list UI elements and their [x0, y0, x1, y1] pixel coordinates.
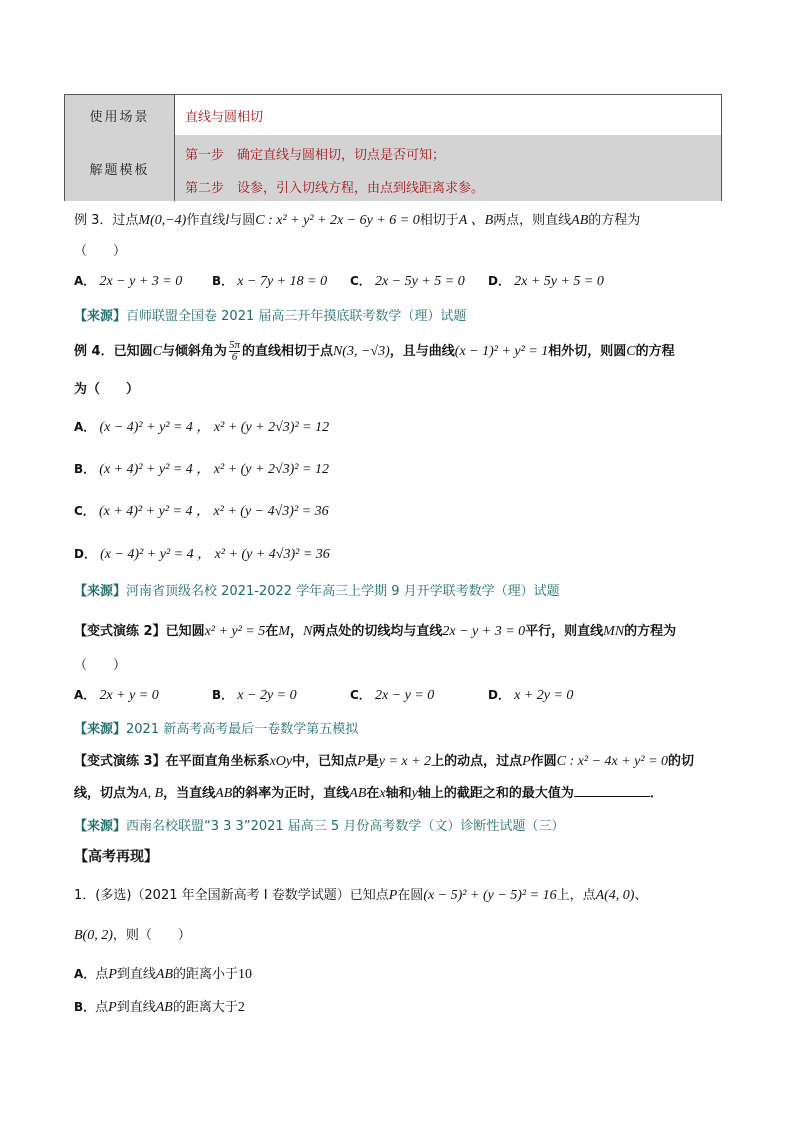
source-text: 百师联盟全国卷 2021 届高三开年摸底联考数学（理）试题 — [126, 309, 467, 324]
text: 的切 — [668, 754, 695, 769]
text: 的方程为 — [624, 624, 677, 639]
example-3-stem — [74, 209, 640, 229]
text: 点 — [95, 1000, 109, 1015]
question-1-line-2 — [74, 924, 191, 944]
text: 在 — [265, 624, 279, 639]
option-letter: A． — [74, 967, 96, 981]
answer-paren: （ ） — [74, 658, 127, 673]
row-label-scenario: 使用场景 — [65, 95, 175, 135]
math: C : x² − 4x + y² = 0 — [556, 754, 669, 769]
text: 相切于 — [419, 213, 459, 228]
text: 的斜率为正时，直线 — [232, 786, 350, 801]
text: 的直线相切于点 — [241, 344, 333, 359]
math: 2x − y + 3 = 0 — [442, 624, 526, 639]
option-text: 2x − 5y + 5 = 0 — [374, 274, 465, 289]
text: ． — [649, 786, 663, 801]
math: x — [379, 786, 386, 801]
fraction-numerator: 5π — [228, 339, 240, 351]
source-bracket: 【来源】 — [74, 819, 127, 834]
text: ，当直线 — [163, 786, 216, 801]
source-text: 西南名校联盟“3 3 3”2021 届高三 5 月份高考数学（文）诊断性试题（三） — [126, 819, 565, 834]
text: 到直线 — [116, 1000, 156, 1015]
math: x² + y² = 5 — [204, 624, 266, 639]
option-text: 2x + 5y + 5 = 0 — [514, 274, 604, 289]
answer-paren: （ ） — [74, 244, 127, 259]
option-text: (x − 4)² + y² = 4 ， x² + (y + 4√3)² = 36 — [100, 547, 330, 562]
option-text: x − 7y + 18 = 0 — [237, 274, 328, 289]
math: y = x + 2 — [378, 754, 432, 769]
variant-3-line-2 — [74, 782, 663, 802]
source-bracket: 【来源】 — [74, 584, 127, 599]
math: AB — [215, 786, 233, 801]
option-b — [74, 458, 329, 478]
math: B(0, 2) — [74, 928, 113, 943]
text: 上，点 — [556, 888, 596, 903]
option-text: 2x − y = 0 — [374, 688, 435, 703]
row-label-template: 解题模板 — [65, 135, 175, 201]
source-line — [74, 718, 358, 737]
math: P — [357, 754, 366, 769]
step-2: 第二步 设参，引入切线方程，由点到线距离求参。 — [185, 181, 485, 196]
answer-paren: 为（ ） — [74, 382, 140, 397]
fraction — [229, 340, 240, 363]
text: 的方程 — [635, 344, 675, 359]
text: 作直线 — [186, 213, 226, 228]
text: 在平面直角坐标系 — [165, 754, 270, 769]
math: xOy — [269, 754, 293, 769]
option-letter: C． — [350, 688, 371, 702]
option-letter: D． — [488, 688, 510, 702]
math: N — [303, 624, 313, 639]
math: N(3, −√3) — [332, 344, 390, 359]
text: 与圆 — [229, 213, 256, 228]
math: AB — [349, 786, 367, 801]
math: AB — [155, 967, 173, 982]
option-letter: B． — [74, 1000, 96, 1014]
math: (x − 1)² + y² = 1 — [454, 344, 549, 359]
math: P — [108, 1000, 117, 1015]
math: AB — [155, 1000, 173, 1015]
scenario-value: 直线与圆相切 — [185, 110, 264, 125]
text: 的距离小于 — [173, 967, 239, 982]
text: 作圆 — [530, 754, 557, 769]
option-d — [488, 272, 604, 290]
option-letter: C． — [74, 504, 95, 518]
text: 的距离大于 — [172, 1000, 238, 1015]
example-4-stem — [74, 340, 675, 363]
option-b — [212, 272, 327, 290]
source-line — [74, 815, 564, 834]
source-text: 河南省顶级名校 2021-2022 学年高三上学期 9 月开学联考数学（理）试题 — [126, 584, 560, 599]
math: 10 — [238, 967, 253, 982]
option-a — [74, 416, 329, 436]
text: 1．(多选)（2021 年全国新高考 I 卷数学试题）已知点 — [74, 888, 389, 903]
option-letter: D． — [488, 274, 510, 288]
text: ， — [290, 624, 304, 639]
option-letter: B． — [212, 274, 234, 288]
text: 是 — [365, 754, 379, 769]
math: M(0,−4) — [138, 213, 187, 228]
math: P — [108, 967, 117, 982]
math: A, B — [139, 786, 164, 801]
text: 例 4．已知圆 — [74, 344, 153, 359]
math: C : x² + y² + 2x − 6y + 6 = 0 — [255, 213, 420, 228]
option-b — [212, 686, 297, 704]
option-text: x + 2y = 0 — [514, 688, 574, 703]
option-c — [74, 500, 329, 520]
text: 、 — [634, 888, 648, 903]
text: 在 — [366, 786, 380, 801]
option-a — [74, 272, 182, 290]
option-c — [350, 272, 465, 290]
option-c — [350, 686, 434, 704]
text: ，则（ ） — [112, 928, 191, 943]
text: 相外切，则圆 — [548, 344, 627, 359]
option-letter: B． — [212, 688, 234, 702]
answer-blank[interactable] — [574, 784, 650, 797]
math: A(4, 0) — [595, 888, 635, 903]
text: 到直线 — [116, 967, 156, 982]
text: 在圆 — [397, 888, 424, 903]
text: 的方程为 — [588, 213, 641, 228]
option-a — [74, 686, 159, 704]
option-d — [74, 543, 330, 563]
option-letter: B． — [74, 462, 96, 476]
math: l — [225, 213, 230, 228]
math: P — [522, 754, 531, 769]
option-letter: D． — [74, 547, 96, 561]
source-line — [74, 580, 560, 599]
variant-label: 【变式演练 2】 — [74, 624, 166, 639]
option-text: (x + 4)² + y² = 4 ， x² + (y − 4√3)² = 36 — [98, 504, 329, 519]
source-bracket: 【来源】 — [74, 722, 127, 737]
text: 轴上的截距之和的最大值为 — [417, 786, 574, 801]
option-text: 2x − y + 3 = 0 — [99, 274, 183, 289]
option-text: x − 2y = 0 — [237, 688, 297, 703]
text: 两点处的切线均与直线 — [312, 624, 443, 639]
table-row — [65, 95, 721, 136]
text: 上的动点，过点 — [431, 754, 523, 769]
text: 与倾斜角为 — [161, 344, 227, 359]
math: M — [278, 624, 290, 639]
fraction-denominator: 6 — [231, 351, 238, 363]
math: (x − 5)² + (y − 5)² = 16 — [423, 888, 557, 903]
question-1-stem — [74, 884, 648, 904]
text: 中，已知点 — [292, 754, 358, 769]
source-bracket: 【来源】 — [74, 309, 127, 324]
option-text: 2x + y = 0 — [99, 688, 159, 703]
option-a — [74, 963, 252, 983]
math: AB — [571, 213, 589, 228]
step-1: 第一步 确定直线与圆相切，切点是否可知； — [185, 148, 446, 163]
math: A 、B — [458, 213, 494, 228]
option-b — [74, 996, 245, 1016]
option-text: (x − 4)² + y² = 4 ， x² + (y + 2√3)² = 12 — [99, 420, 330, 435]
template-table — [64, 94, 722, 201]
text: 两点，则直线 — [493, 213, 572, 228]
option-text: (x + 4)² + y² = 4 ， x² + (y + 2√3)² = 12 — [99, 462, 329, 477]
text: 例 3．过点 — [74, 213, 139, 228]
option-letter: A． — [74, 420, 96, 434]
math: MN — [603, 624, 625, 639]
option-d — [488, 686, 573, 704]
variant-3-stem — [74, 750, 694, 770]
text: 已知圆 — [165, 624, 205, 639]
math: C — [152, 344, 162, 359]
text: 轴和 — [385, 786, 412, 801]
variant-label: 【变式演练 3】 — [74, 754, 166, 769]
table-row — [65, 135, 721, 201]
source-text: 2021 新高考高考最后一卷数学第五模拟 — [126, 722, 359, 737]
source-line — [74, 305, 466, 324]
text: 线，切点为 — [74, 786, 140, 801]
math: 2 — [237, 1000, 245, 1015]
option-letter: A． — [74, 688, 96, 702]
text: ，且与曲线 — [389, 344, 455, 359]
math: C — [626, 344, 636, 359]
text: 点 — [95, 967, 109, 982]
variant-2-stem — [74, 620, 676, 640]
option-letter: C． — [350, 274, 371, 288]
section-heading: 【高考再现】 — [74, 849, 158, 865]
option-letter: A． — [74, 274, 96, 288]
math: P — [388, 888, 398, 903]
text: 平行，则直线 — [525, 624, 604, 639]
math: y — [411, 786, 418, 801]
